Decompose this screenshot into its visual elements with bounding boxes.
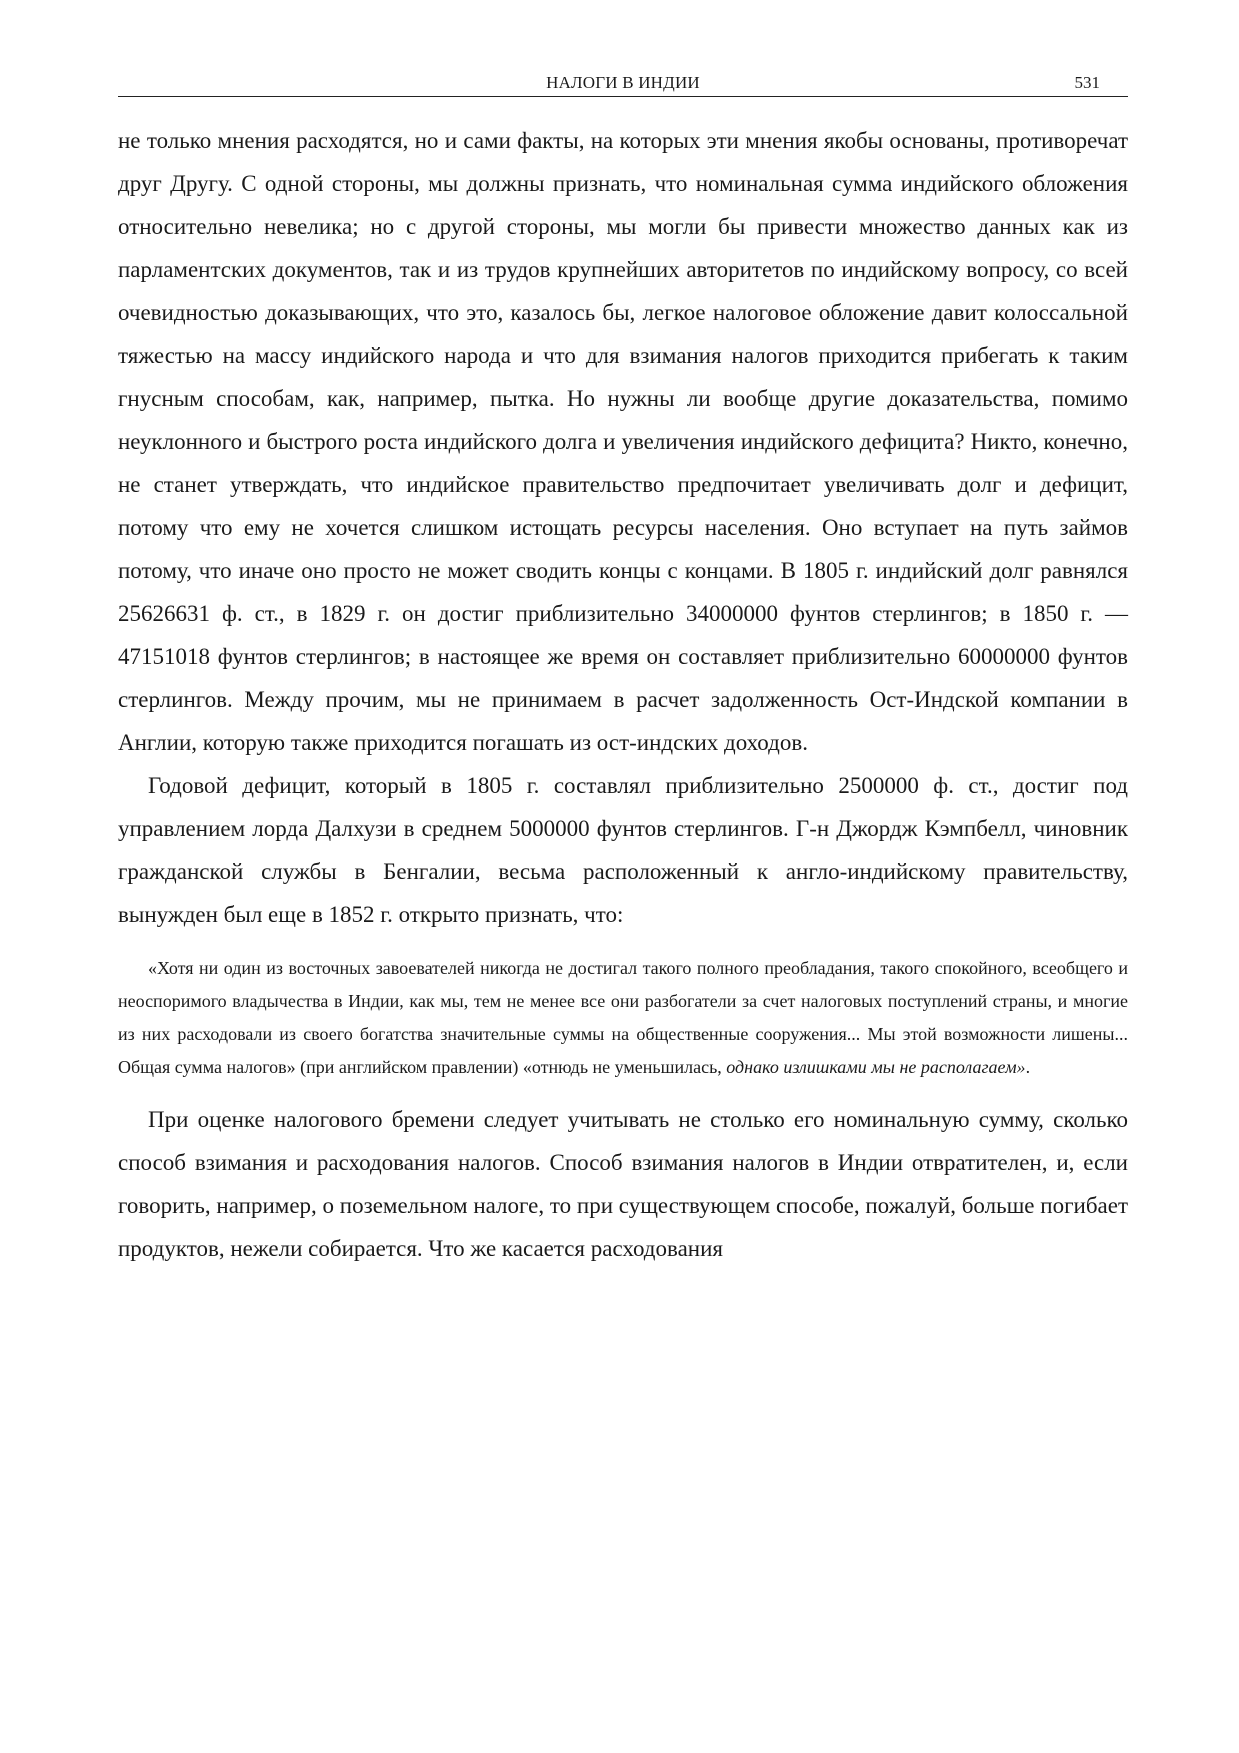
quote-text: «Хотя ни один из восточных завоевателей никогда не достигал такого полного преобладания, такого спокойного, всеобщего и неоспоримого владычества в Индии, как мы, тем не менее все они разбогатели за счет налоговых поступлений страны, и многие из них расходовали из своего богатства значительные суммы на общественные сооружения... Мы этой возможности лишены... Общая сумма налогов» (при английском правлении) «отнюдь не уменьшилась, [118,958,1128,1077]
quote-italic: однако излишками мы не располагаем» [726,1057,1026,1077]
paragraph-2: Годовой дефицит, который в 1805 г. составлял приблизительно 2500000 ф. ст., достиг под управлением лорда Далхузи в среднем 5000000 фунтов стерлингов. Г-н Джордж Кэмпбелл, чиновник гражданской службы в Бенгалии, весьма расположенный к англо-индийскому правительству, вынужден был еще в 1852 г. открыто признать, что: [118,773,1128,927]
body-text [118,119,1128,1270]
quote-end: . [1025,1057,1031,1077]
running-title: НАЛОГИ В ИНДИИ [546,73,700,92]
paragraph-4: При оценке налогового бремени следует учитывать не столько его номинальную сумму, сколько способ взимания и расходования налогов. Способ взимания налогов в Индии отвратителен, и, если говорить, например, о поземельном налоге, то при существующем способе, пожалуй, больше погибает продуктов, нежели собирается. Что же касается расходования [118,1107,1128,1261]
page-number: 531 [1074,73,1100,92]
paragraph-1: не только мнения расходятся, но и сами факты, на которых эти мнения якобы основаны, противоречат друг Другу. С одной стороны, мы должны признать, что номинальная сумма индийского обложения относительно невелика; но с другой стороны, мы могли бы привести множество данных как из парламентских документов, так и из трудов крупнейших авторитетов по индийскому вопросу, со всей очевидностью доказывающих, что это, казалось бы, легкое налоговое обложение давит колоссальной тяжестью на массу индийского народа и что для взимания налогов приходится прибегать к таким гнусным способам, как, например, пытка. Но нужны ли вообще другие доказательства, помимо неуклонного и быстрого роста индийского долга и увеличения индийского дефицита? Никто, конечно, не станет утверждать, что индийское правительство предпочитает увеличивать долг и дефицит, потому что ему не хочется слишком истощать ресурсы населения. Оно вступает на путь займов потому, что иначе оно просто не может сводить концы с концами. В 1805 г. индийский долг равнялся 25626631 ф. ст., в 1829 г. он достиг приблизительно 34000000 фунтов стерлингов; в 1850 г. — 47151018 фунтов стерлингов; в настоящее же время он составляет приблизительно 60000000 фунтов стерлингов. Между прочим, мы не принимаем в расчет задолженность Ост-Индской компании в Англии, которую также приходится погашать из ост-индских доходов. [118,128,1128,755]
document-page [118,70,1128,1270]
block-quote [118,952,1128,1084]
running-header [118,70,1128,97]
